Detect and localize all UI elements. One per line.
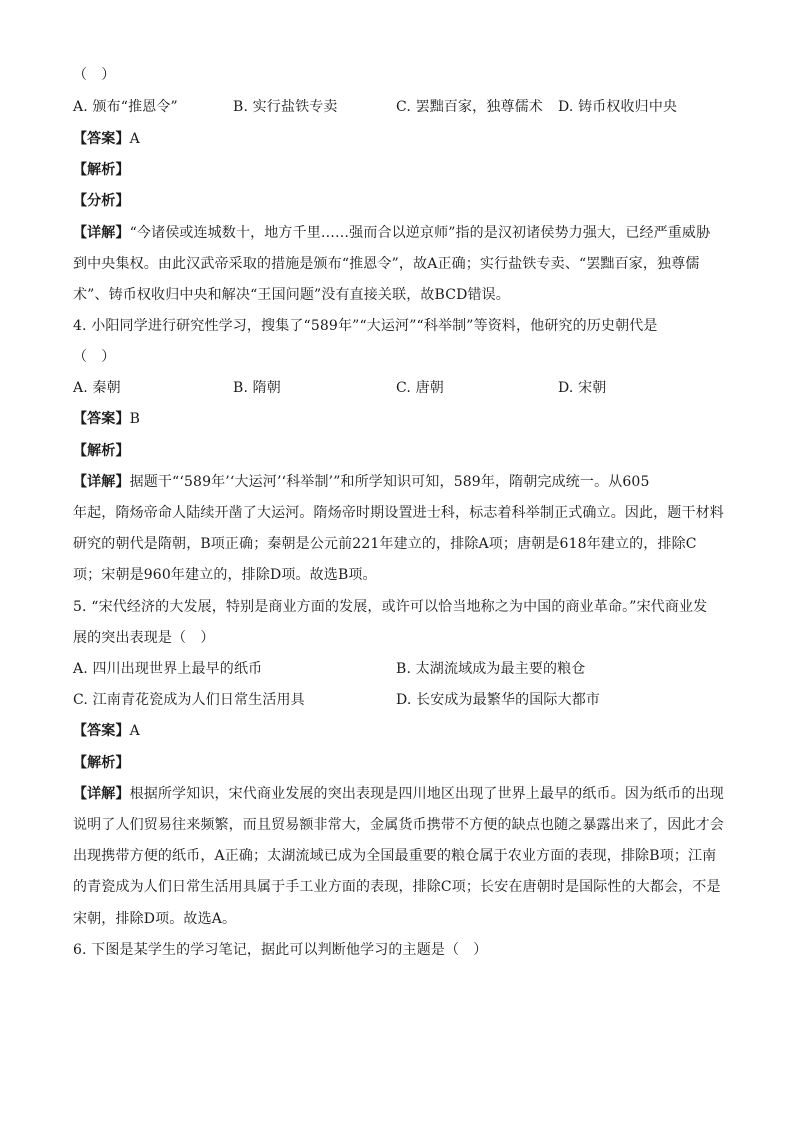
detail-text: “今诸侯或连城数十，地方千里……强而合以逆京师”指的是汉初诸侯势力强大，已经严重威胁 <box>129 225 711 241</box>
q5-detail-line-1 <box>73 783 723 805</box>
q3-detail-line-3: 术”、铸币权收归中央和解决“王国问题”没有直接关联，故BCD错误。 <box>73 287 510 303</box>
q5-option-d: D. 长安成为最繁华的国际大都市 <box>396 692 601 708</box>
q4-option-b: B. 隋朝 <box>233 380 281 396</box>
q5-stem-line-2: 展的突出表现是（ ） <box>73 630 215 646</box>
answer-tag: 【答案】 <box>73 723 130 739</box>
q3-detail-line-1 <box>73 222 723 244</box>
analysis-tag: 【解析】 <box>73 443 130 459</box>
q3-options-row <box>73 96 723 118</box>
detail-text: 据题干“‘589年’‘大运河’‘科举制’”和所学知识可知，589年，隋朝完成统一。从605 <box>129 474 650 490</box>
q4-stem: 4. 小阳同学进行研究性学习，搜集了“589年”“大运河”“科举制”等资料，他研究的历史朝代是 <box>73 318 658 334</box>
q5-option-a: A. 四川出现世界上最早的纸币 <box>73 661 263 677</box>
q4-detail-line-2: 年起，隋炀帝命人陆续开凿了大运河。隋炀帝时期设置进士科，标志着科举制正式确立。因此，题干材料 <box>73 505 724 521</box>
q5-detail-line-3: 出现携带方便的纸币，A正确；太湖流域已成为全国最重要的粮仓属于农业方面的表现，排除B项；江南 <box>73 848 717 864</box>
q3-option-c: C. 罢黜百家，独尊儒术 <box>396 99 543 115</box>
q4-detail-line-4: 项；宋朝是960年建立的，排除D项。故选B项。 <box>73 567 377 583</box>
q5-options-row-2 <box>73 689 723 711</box>
q5-option-b: B. 太湖流域成为最主要的粮仓 <box>396 661 586 677</box>
q4-answer <box>73 408 723 430</box>
detail-tag: 【详解】 <box>73 786 130 802</box>
answer-tag: 【答案】 <box>73 131 130 147</box>
detail-tag: 【详解】 <box>73 474 130 490</box>
q3-paren: （ ） <box>73 67 116 83</box>
q5-analysis-heading <box>73 752 723 774</box>
q5-detail-line-4: 的青瓷成为人们日常生活用具属于手工业方面的表现，排除C项；长安在唐朝时是国际性的大都会，不是 <box>73 879 721 895</box>
q3-option-a: A. 颁布“推恩令” <box>73 99 178 115</box>
answer-value: A <box>129 131 140 147</box>
answer-value: A <box>129 723 140 739</box>
q5-options-row-1 <box>73 658 723 680</box>
q4-option-d: D. 宋朝 <box>558 380 607 396</box>
answer-value: B <box>129 411 141 427</box>
q4-option-a: A. 秦朝 <box>73 380 121 396</box>
q5-stem-line-1: 5. “宋代经济的大发展，特别是商业方面的发展，或许可以恰当地称之为中国的商业革命。”宋代商业发 <box>73 599 708 615</box>
q3-detail-line-2: 到中央集权。由此汉武帝采取的措施是颁布“推恩令”，故A正确；实行盐铁专卖、“罢黜百家，独尊儒 <box>73 256 700 272</box>
detail-text: 根据所学知识，宋代商业发展的突出表现是四川地区出现了世界上最早的纸币。因为纸币的出现 <box>129 786 724 802</box>
q3-answer <box>73 128 723 150</box>
answer-tag: 【答案】 <box>73 411 130 427</box>
q4-paren: （ ） <box>73 349 116 365</box>
q5-detail-line-5: 宋朝，排除D项。故选A。 <box>73 911 237 927</box>
q3-fenxi-heading <box>73 190 723 212</box>
q4-detail-line-3: 研究的朝代是隋朝，B项正确；秦朝是公元前221年建立的，排除A项；唐朝是618年建立的，排除C <box>73 536 697 552</box>
q5-option-c: C. 江南青花瓷成为人们日常生活用具 <box>73 692 305 708</box>
q4-detail-line-1 <box>73 471 723 493</box>
q4-options-row <box>73 377 723 399</box>
q5-answer <box>73 720 723 742</box>
analysis-tag: 【解析】 <box>73 162 130 178</box>
fenxi-tag: 【分析】 <box>73 193 130 209</box>
q3-analysis-heading <box>73 159 723 181</box>
q4-option-c: C. 唐朝 <box>396 380 444 396</box>
q3-option-d: D. 铸币权收归中央 <box>558 99 678 115</box>
q6-stem: 6. 下图是某学生的学习笔记，据此可以判断他学习的主题是（ ） <box>73 942 488 958</box>
analysis-tag: 【解析】 <box>73 755 130 771</box>
detail-tag: 【详解】 <box>73 225 130 241</box>
q5-detail-line-2: 说明了人们贸易往来频繁，而且贸易额非常大，金属货币携带不方便的缺点也随之暴露出来了，因此才会 <box>73 817 724 833</box>
q4-analysis-heading <box>73 440 723 462</box>
q3-option-b: B. 实行盐铁专卖 <box>233 99 338 115</box>
